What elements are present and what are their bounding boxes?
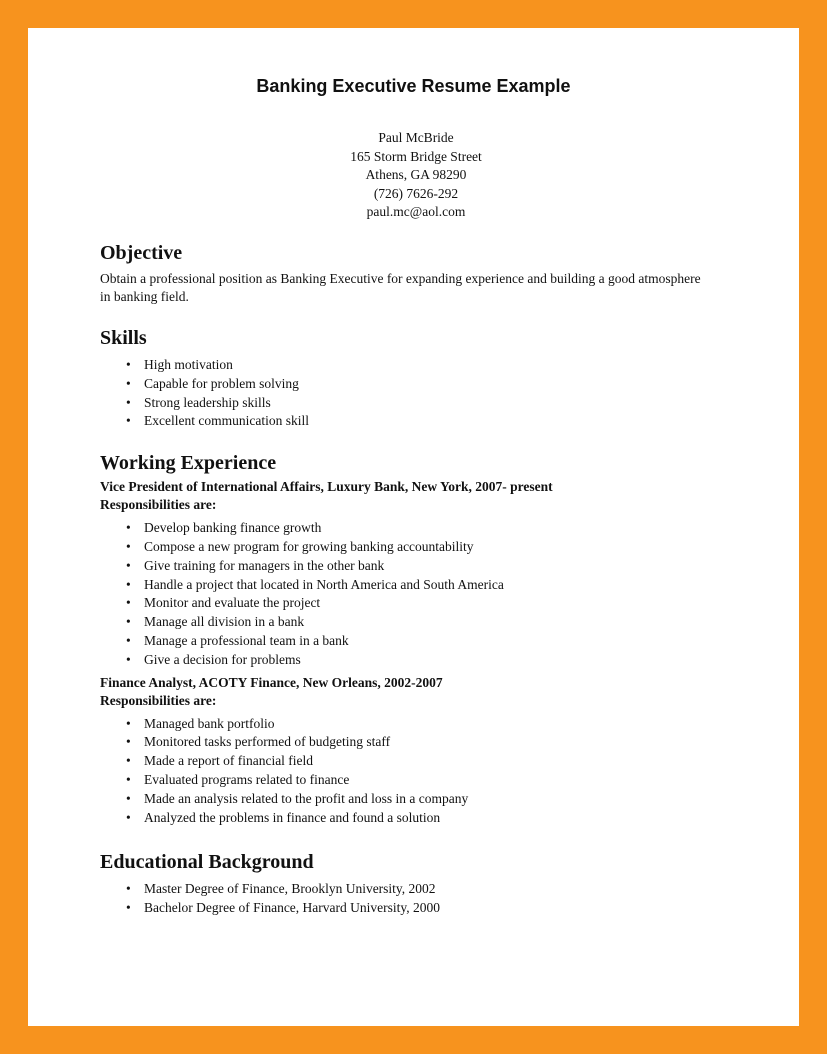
contact-city: Athens, GA 98290 bbox=[365, 167, 467, 182]
list-item: • Manage a professional team in a bank bbox=[126, 632, 740, 651]
list-item: • Manage all division in a bank bbox=[126, 613, 740, 632]
list-item: • High motivation bbox=[126, 356, 740, 375]
experience-heading: Working Experience bbox=[100, 452, 277, 475]
list-item: • Excellent communication skill bbox=[126, 412, 740, 431]
list-item: • Made a report of financial field bbox=[126, 752, 740, 771]
list-item: • Capable for problem solving bbox=[126, 375, 740, 394]
list-item: • Monitored tasks performed of budgeting staff bbox=[126, 733, 740, 752]
contact-name: Paul McBride bbox=[378, 130, 454, 145]
responsibilities-label: Responsibilities are: bbox=[100, 692, 217, 708]
list-item: • Made an analysis related to the profit and loss in a company bbox=[126, 790, 740, 809]
list-item: • Compose a new program for growing banking accountability bbox=[126, 538, 740, 557]
job-title: Finance Analyst, ACOTY Finance, New Orleans, 2002-2007 bbox=[100, 674, 443, 690]
job-title: Vice President of International Affairs, Luxury Bank, New York, 2007- present bbox=[100, 479, 553, 495]
resume-page bbox=[28, 28, 799, 1026]
skills-heading: Skills bbox=[100, 327, 147, 349]
page-title: Banking Executive Resume Example bbox=[256, 76, 571, 96]
list-item: • Evaluated programs related to finance bbox=[126, 771, 740, 790]
education-list bbox=[100, 880, 740, 918]
list-item: • Monitor and evaluate the project bbox=[126, 594, 740, 613]
skills-list bbox=[100, 356, 740, 431]
contact-street: 165 Storm Bridge Street bbox=[350, 148, 482, 164]
responsibilities-label: Responsibilities are: bbox=[100, 497, 217, 513]
job-responsibilities-list bbox=[100, 519, 740, 669]
job-responsibilities-list bbox=[100, 715, 740, 828]
objective-text: Obtain a professional position as Banking Executive for expanding experience and building a good atmosphere in banking field. bbox=[100, 271, 701, 304]
list-item: • Handle a project that located in North America and South America bbox=[126, 576, 740, 595]
contact-email: paul.mc@aol.com bbox=[366, 204, 466, 219]
list-item: • Strong leadership skills bbox=[126, 394, 740, 413]
contact-block bbox=[28, 129, 804, 222]
list-item: • Bachelor Degree of Finance, Harvard University, 2000 bbox=[126, 899, 740, 918]
objective-heading: Objective bbox=[100, 242, 183, 264]
contact-phone: (726) 7626-292 bbox=[373, 185, 459, 201]
list-item: • Analyzed the problems in finance and found a solution bbox=[126, 809, 740, 828]
education-heading: Educational Background bbox=[100, 851, 314, 874]
list-item: • Master Degree of Finance, Brooklyn University, 2002 bbox=[126, 880, 740, 899]
list-item: • Give training for managers in the other bank bbox=[126, 557, 740, 576]
list-item: • Develop banking finance growth bbox=[126, 519, 740, 538]
list-item: • Managed bank portfolio bbox=[126, 715, 740, 734]
list-item: • Give a decision for problems bbox=[126, 651, 740, 670]
resume-content bbox=[100, 240, 740, 918]
